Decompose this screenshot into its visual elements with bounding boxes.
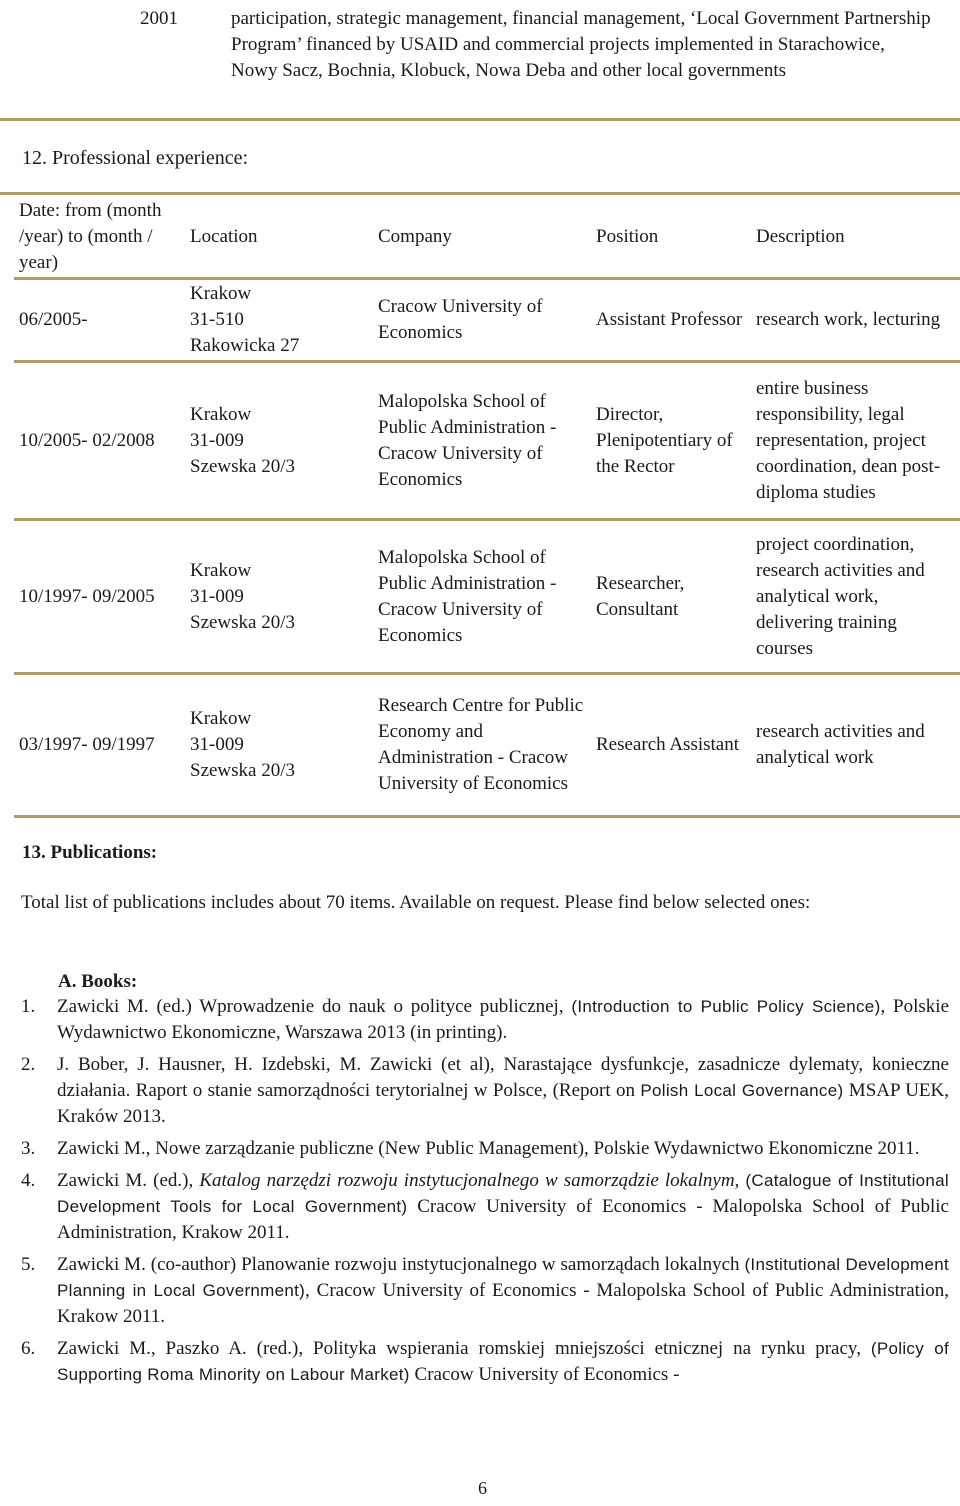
header-location: Location xyxy=(190,226,258,247)
publication-text: Zawicki M. (ed.) Wprowadzenie do nauk o polityce publicznej, xyxy=(57,996,572,1017)
publication-text: Zawicki M. (co-author) Planowanie rozwoju instytucjonalnego w samorządach lokalnych xyxy=(57,1254,745,1275)
publication-text: Zawicki M. (ed.), xyxy=(57,1170,200,1191)
publication-number: 5. xyxy=(21,1254,36,1275)
row-company: Malopolska School of Public Administration - Cracow University of Economics xyxy=(378,546,557,646)
row-location xyxy=(190,558,370,636)
publication-number: 1. xyxy=(21,996,36,1017)
top-entry-description: participation, strategic management, financial management, ‘Local Government Partnership Program’ financed by USAID and commercial projects implemented in Starachowice, Nowy Sacz, Bochnia, Klobuck, Nowa Deba and other local governments xyxy=(231,8,931,81)
publication-item xyxy=(21,1336,949,1388)
publication-text: , Cracow University of Economics - Malopolska School of Public Administration, Krakow 2011. xyxy=(57,1280,949,1327)
location-line: Krakow xyxy=(190,283,252,304)
row-location xyxy=(190,281,370,359)
location-line: Szewska 20/3 xyxy=(190,760,296,781)
row-date: 03/1997- 09/1997 xyxy=(19,734,155,755)
location-line: 31-009 xyxy=(190,429,244,451)
publication-text: J. Bober, J. Hausner, H. Izdebski, M. Zawicki (et al), Narastające dysfunkcje, zasadnicze dylematy, konieczne działania. Raport o stanie samorządności terytorialnej w Polsce, (Report on xyxy=(57,1054,949,1101)
publication-item xyxy=(21,1052,949,1130)
row-position: Researcher, Consultant xyxy=(596,572,685,620)
publication-text: Polish Local Governance) xyxy=(640,1081,844,1100)
publication-number: 3. xyxy=(21,1138,36,1159)
location-line: Krakow xyxy=(190,708,252,729)
publication-item xyxy=(21,1252,949,1330)
publication-item xyxy=(21,994,949,1046)
header-position: Position xyxy=(596,226,659,247)
location-line: Krakow xyxy=(190,403,252,425)
publication-text: (Policy of Supporting Roma Minority on Labour Market) xyxy=(57,1339,949,1384)
publication-text: (Institutional Development Planning in Local Government) xyxy=(57,1255,949,1300)
row-date: 06/2005- xyxy=(19,309,88,330)
table-row xyxy=(14,280,960,363)
publication-number: 6. xyxy=(21,1338,36,1359)
table-top-rule xyxy=(0,192,960,195)
publication-item xyxy=(21,1136,949,1162)
row-description: research work, lecturing xyxy=(756,309,941,330)
location-line: Krakow xyxy=(190,559,252,581)
row-position: Director, Plenipotentiary of the Rector xyxy=(596,403,733,477)
location-line: 31-009 xyxy=(190,585,244,607)
location-line: Rakowicka 27 xyxy=(190,335,300,356)
publication-item xyxy=(21,1168,949,1246)
books-heading: A. Books: xyxy=(58,971,138,992)
publication-text: Katalog narzędzi rozwoju instytucjonalnego w samorządzie lokalnym, xyxy=(199,1170,740,1191)
row-location xyxy=(190,706,370,784)
page-number: 6 xyxy=(478,1478,487,1498)
publication-number: 2. xyxy=(21,1054,36,1075)
publication-text: MSAP UEK, Kraków 2013. xyxy=(57,1080,950,1127)
row-position: Research Assistant xyxy=(596,734,740,755)
publications-list xyxy=(21,994,949,1394)
header-company: Company xyxy=(378,226,452,247)
publication-number: 4. xyxy=(21,1170,36,1191)
row-company: Cracow University of Economics xyxy=(378,296,543,343)
section-rule xyxy=(0,118,960,121)
top-entry-year: 2001 xyxy=(140,8,178,29)
row-company: Malopolska School of Public Administration - Cracow University of Economics xyxy=(378,390,557,490)
location-line: 31-510 xyxy=(190,309,244,330)
row-date: 10/2005- 02/2008 xyxy=(19,429,155,451)
header-description: Description xyxy=(756,226,845,247)
table-row xyxy=(14,521,960,675)
row-company: Research Centre for Public Economy and Administration - Cracow University of Economics xyxy=(378,695,584,794)
experience-table xyxy=(14,197,960,818)
section-13-heading: 13. Publications: xyxy=(22,842,158,863)
row-date: 10/1997- 09/2005 xyxy=(19,585,155,607)
publication-text: Cracow University of Economics - xyxy=(409,1364,680,1385)
location-line: 31-009 xyxy=(190,734,244,755)
table-row xyxy=(14,363,960,521)
publication-text: Zawicki M., Paszko A. (red.), Polityka wspierania romskiej mniejszości etnicznej na rynku pracy, xyxy=(57,1338,871,1359)
section-12-heading: 12. Professional experience: xyxy=(22,147,249,169)
row-position: Assistant Professor xyxy=(596,309,743,330)
publication-text: Cracow University of Economics - Malopolska School of Public Administration, Krakow 2011. xyxy=(57,1196,949,1243)
table-header-row xyxy=(14,197,960,280)
row-description: entire business responsibility, legal representation, project coordination, dean post-diploma studies xyxy=(756,377,941,503)
header-date: Date: from (month /year) to (month / year) xyxy=(19,200,162,273)
publication-text: Zawicki M., Nowe zarządzanie publiczne (New Public Management), Polskie Wydawnictwo Ekonomiczne 2011. xyxy=(57,1138,920,1159)
publications-intro: Total list of publications includes about 70 items. Available on request. Please find below selected ones: xyxy=(21,892,811,913)
location-line: Szewska 20/3 xyxy=(190,455,296,477)
publication-text: (Catalogue of Institutional Development Tools for Local Government) xyxy=(57,1171,950,1216)
publication-text: (Introduction to Public Policy Science) xyxy=(571,997,881,1016)
table-row xyxy=(14,675,960,818)
row-description: project coordination, research activities and analytical work, delivering training courses xyxy=(756,533,925,659)
location-line: Szewska 20/3 xyxy=(190,611,296,633)
row-description: research activities and analytical work xyxy=(756,721,925,768)
row-location xyxy=(190,402,370,480)
publication-text: , Polskie Wydawnictwo Ekonomiczne, Warszawa 2013 (in printing). xyxy=(57,996,950,1043)
